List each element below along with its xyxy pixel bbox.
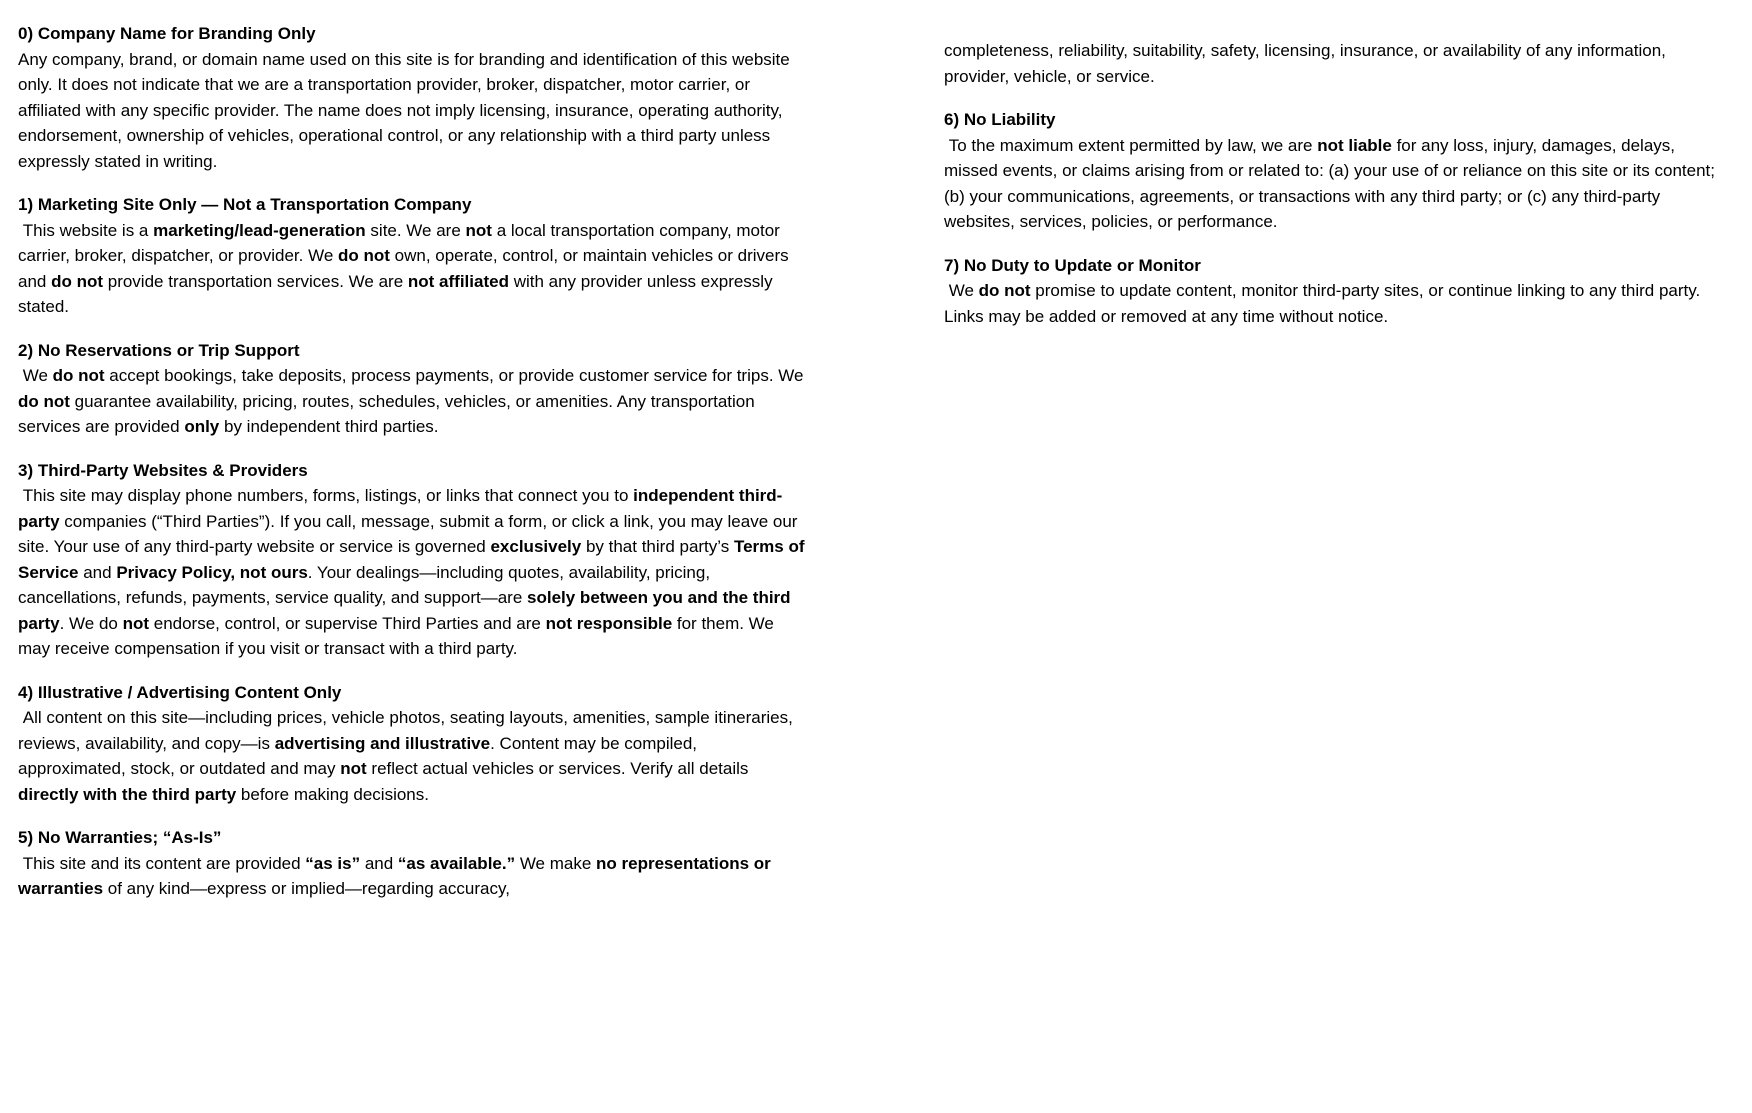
text-run-bold: marketing/lead-generation — [153, 220, 366, 240]
document-column-right — [944, 0, 1732, 347]
text-run-bold: solely between you and the third party — [18, 588, 796, 633]
text-run-bold: do not — [51, 271, 104, 291]
text-run: completeness, reliability, suitability, safety, licensing, insurance, or availability of any information, provider, vehicle, or service. — [944, 41, 1671, 86]
section-heading: 4) Illustrative / Advertising Content Only — [18, 682, 342, 702]
section-body — [944, 278, 1732, 329]
text-run: accept bookings, take deposits, process payments, or provide customer service for trips. We — [104, 366, 809, 385]
section-heading: 3) Third-Party Websites & Providers — [18, 460, 308, 480]
text-run: before making decisions. — [236, 784, 429, 804]
text-run-bold: exclusively — [490, 537, 582, 556]
section-body — [18, 47, 806, 175]
text-run: endorse, control, or supervise Third Parties and are — [149, 613, 546, 633]
text-run-bold: advertising and illustrative — [274, 733, 491, 753]
text-run: for them. We may receive compensation if you visit or transact with a third party. — [18, 613, 779, 658]
text-run-bold: not responsible — [545, 613, 673, 633]
text-run-bold: do not — [338, 246, 390, 265]
section — [944, 38, 1732, 89]
text-run: and — [78, 562, 117, 582]
text-run-bold: “as is” — [305, 853, 361, 873]
text-run: We make — [515, 853, 597, 873]
text-run: of any kind—express or implied—regarding accuracy, — [103, 879, 510, 898]
section — [18, 680, 806, 808]
text-run-bold: do not — [18, 391, 70, 411]
text-run: This site may display phone numbers, forms, listings, or links that connect you to — [18, 486, 634, 505]
section — [18, 825, 806, 902]
section — [18, 192, 806, 320]
text-run-bold: not — [340, 759, 367, 778]
text-run: promise to update content, monitor third-party sites, or continue linking to any third party. Links may be added or removed at any time without notice. — [944, 281, 1705, 326]
text-run: This site and its content are provided — [18, 853, 306, 873]
text-run: All content on this site—including prices, vehicle photos, seating layouts, amenities, sample itineraries, reviews, availability, and copy—is — [18, 708, 798, 753]
text-run: with any provider unless expressly stated. — [18, 271, 778, 316]
text-run: companies (“Third Parties”). If you call, message, submit a form, or click a link, you may leave our site. Your use of any third-party website or service is governed — [18, 511, 803, 556]
section-body — [944, 133, 1732, 235]
text-run: We — [18, 366, 53, 385]
section — [18, 458, 810, 662]
section-body — [18, 851, 806, 902]
section-heading: 5) No Warranties; “As-Is” — [18, 828, 222, 847]
text-run-bold: do not — [978, 281, 1031, 300]
section-heading: 0) Company Name for Branding Only — [18, 24, 316, 43]
text-run: guarantee availability, pricing, routes, schedules, vehicles, or amenities. Any transportation services are provided — [18, 391, 760, 436]
text-run-bold: directly with the third party — [18, 784, 237, 804]
section-body — [18, 218, 806, 320]
section — [944, 107, 1732, 235]
text-run: This website is a — [18, 220, 154, 240]
section-heading: 6) No Liability — [944, 110, 1056, 129]
text-run-bold: only — [184, 417, 220, 436]
text-run-bold: not — [465, 220, 492, 240]
text-run: Any company, brand, or domain name used on this site is for branding and identification of this website only. It does not indicate that we are a transportation provider, broker, dispatcher, motor carrier, or affiliated with any specific provider. The name does not imply licensing, insurance, operating authority, endorsement, ownership of vehicles, operational control, or any relationship with a third party unless expressly stated in writing. — [18, 49, 795, 171]
section-body — [944, 38, 1732, 89]
text-run: reflect actual vehicles or services. Verify all details — [366, 759, 754, 778]
document-column-left — [18, 0, 810, 920]
section-body — [18, 705, 806, 807]
text-run: . Your dealings—including quotes, availability, pricing, cancellations, refunds, payments, service quality, and support—are — [18, 562, 715, 607]
text-run: by independent third parties. — [219, 417, 439, 436]
section — [18, 21, 806, 174]
text-run-bold: no representations or warranties — [18, 853, 776, 898]
text-run-bold: Privacy Policy, not ours — [116, 562, 308, 582]
text-run-bold: not — [122, 613, 150, 633]
text-run: To the maximum extent permitted by law, we are — [944, 135, 1318, 155]
text-run-bold: independent third-party — [18, 486, 783, 531]
section-body — [18, 483, 810, 662]
text-run-bold: Terms of Service — [18, 537, 810, 582]
section-body — [18, 363, 809, 440]
text-run: provide transportation services. We are — [103, 271, 408, 291]
text-run: site. We are — [365, 220, 466, 240]
section-heading: 7) No Duty to Update or Monitor — [944, 255, 1201, 275]
section — [18, 338, 809, 440]
text-run: . Content may be compiled, approximated, stock, or outdated and may — [18, 733, 702, 778]
section-heading: 1) Marketing Site Only — Not a Transportation Company — [18, 195, 472, 214]
text-run: . We do — [59, 613, 123, 633]
text-run: own, operate, control, or maintain vehicles or drivers and — [18, 246, 794, 291]
text-run: We — [944, 281, 979, 300]
text-run-bold: not affiliated — [407, 271, 509, 291]
text-run-bold: not liable — [1317, 135, 1392, 155]
section — [944, 253, 1732, 330]
text-run: and — [360, 853, 398, 873]
text-run: a local transportation company, motor carrier, broker, dispatcher, or provider. We — [18, 220, 785, 265]
text-run-bold: do not — [52, 366, 105, 385]
text-run-bold: “as available.” — [397, 853, 516, 873]
text-run: by that third party’s — [581, 537, 734, 556]
section-heading: 2) No Reservations or Trip Support — [18, 340, 300, 360]
text-run: for any loss, injury, damages, delays, missed events, or claims arising from or related to: (a) your use of or reliance on this site or its content; (b) your communications, agreements, or transactions with any third party; or (c) any third-party websites, services, policies, or performance. — [944, 135, 1720, 231]
